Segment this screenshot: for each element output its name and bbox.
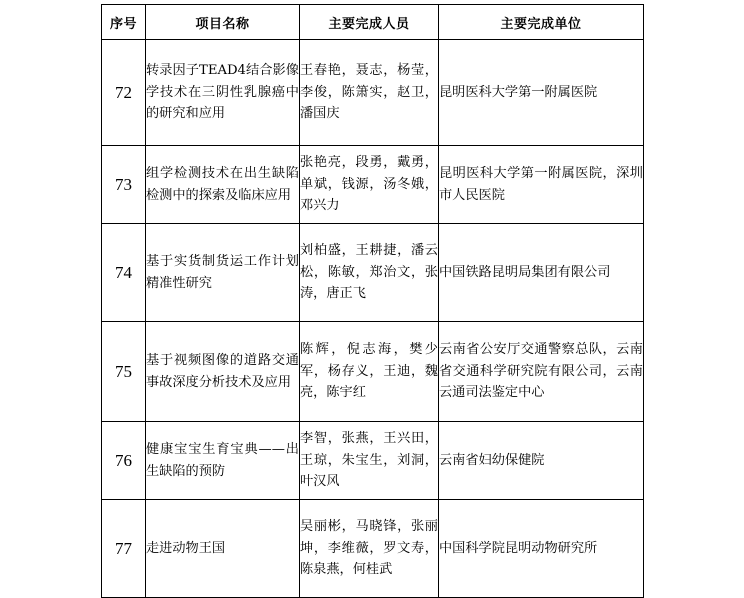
row-unit: 中国科学院昆明动物研究所 (439, 500, 644, 598)
row-project-name: 转录因子TEAD4结合影像学技术在三阴性乳腺癌中的研究和应用 (146, 40, 300, 146)
table-row (102, 500, 644, 598)
row-personnel: 吴丽彬，马晓锋，张丽坤，李维薇，罗文寿，陈泉燕，何桂武 (300, 500, 439, 598)
row-unit: 昆明医科大学第一附属医院 (439, 40, 644, 146)
awards-table (101, 4, 644, 598)
table-row (102, 146, 644, 224)
row-personnel: 陈辉，倪志海，樊少军，杨存义，王迪，魏亮，陈宇红 (300, 322, 439, 422)
table-row (102, 322, 644, 422)
row-personnel: 王春艳，聂志，杨莹，李俊，陈箫实，赵卫，潘国庆 (300, 40, 439, 146)
row-unit: 云南省妇幼保健院 (439, 422, 644, 500)
row-personnel: 张艳亮，段勇，戴勇，单斌，钱源，汤冬娥，邓兴力 (300, 146, 439, 224)
row-serial-no: 72 (102, 40, 146, 146)
row-project-name: 基于实货制货运工作计划精准性研究 (146, 224, 300, 322)
row-project-name: 健康宝宝生育宝典——出生缺陷的预防 (146, 422, 300, 500)
header-serial-no: 序号 (102, 5, 146, 40)
row-unit: 中国铁路昆明局集团有限公司 (439, 224, 644, 322)
table-row (102, 40, 644, 146)
row-unit: 昆明医科大学第一附属医院，深圳市人民医院 (439, 146, 644, 224)
row-project-name: 基于视频图像的道路交通事故深度分析技术及应用 (146, 322, 300, 422)
table-header-row (102, 5, 644, 40)
row-serial-no: 76 (102, 422, 146, 500)
row-project-name: 走进动物王国 (146, 500, 300, 598)
header-main-unit: 主要完成单位 (439, 5, 644, 40)
table-row (102, 422, 644, 500)
row-project-name: 组学检测技术在出生缺陷检测中的探索及临床应用 (146, 146, 300, 224)
row-serial-no: 74 (102, 224, 146, 322)
header-project-name: 项目名称 (146, 5, 300, 40)
header-main-personnel: 主要完成人员 (300, 5, 439, 40)
row-unit: 云南省公安厅交通警察总队，云南省交通科学研究院有限公司，云南云通司法鉴定中心 (439, 322, 644, 422)
row-personnel: 李智，张燕，王兴田，王琼，朱宝生，刘洞，叶汉风 (300, 422, 439, 500)
row-serial-no: 75 (102, 322, 146, 422)
row-personnel: 刘柏盛，王耕捷，潘云松，陈敏，郑治文，张涛，唐正飞 (300, 224, 439, 322)
row-serial-no: 77 (102, 500, 146, 598)
table-row (102, 224, 644, 322)
row-serial-no: 73 (102, 146, 146, 224)
